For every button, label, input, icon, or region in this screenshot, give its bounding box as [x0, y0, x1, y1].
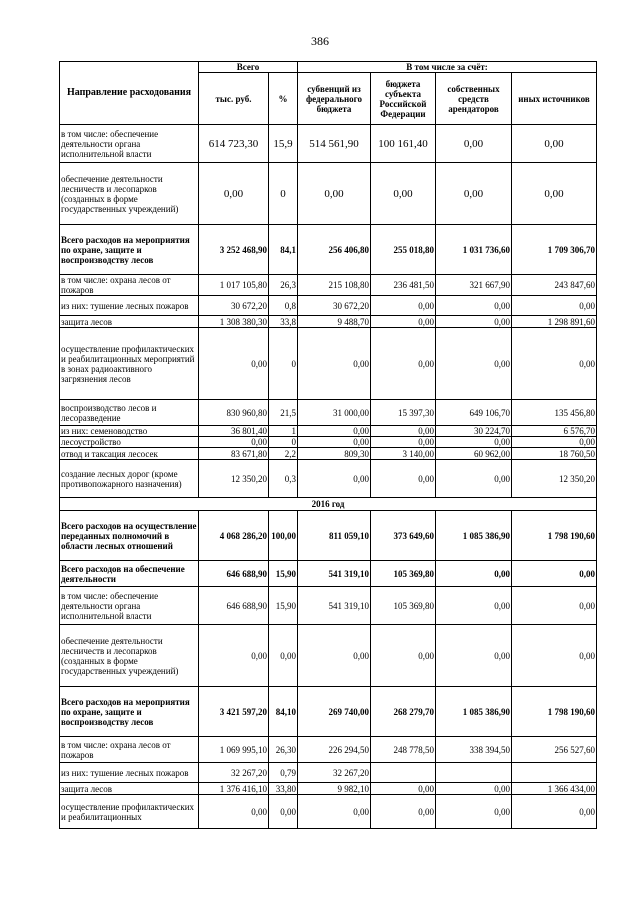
total-rub: 830 960,80	[199, 400, 269, 426]
total-pct: 15,9	[269, 125, 298, 163]
other-value: 1 298 891,60	[512, 316, 597, 328]
total-rub: 1 308 380,30	[199, 316, 269, 328]
tenants-value: 0,00	[436, 437, 512, 448]
table-row	[60, 437, 597, 448]
table-row	[60, 426, 597, 437]
expenditure-table	[59, 61, 597, 829]
federal-value: 9 488,70	[298, 316, 371, 328]
federal-value: 0,00	[298, 460, 371, 498]
regional-value: 0,00	[371, 426, 436, 437]
total-rub: 1 376 416,10	[199, 783, 269, 795]
table-row	[60, 275, 597, 296]
total-pct: 0,00	[269, 795, 298, 829]
row-label: обеспечение деятельности лесничеств и лесопарков (созданных в форме государственных учреждений)	[60, 625, 199, 687]
federal-value: 811 059,10	[298, 511, 371, 561]
total-pct: 2,2	[269, 448, 298, 460]
regional-value: 248 778,50	[371, 737, 436, 763]
row-label: воспроизводство лесов и лесоразведение	[60, 400, 199, 426]
regional-value: 373 649,60	[371, 511, 436, 561]
total-pct: 21,5	[269, 400, 298, 426]
tenants-value: 0,00	[436, 625, 512, 687]
federal-value: 32 267,20	[298, 763, 371, 783]
total-pct: 15,90	[269, 561, 298, 587]
table-row	[60, 163, 597, 225]
total-pct: 100,00	[269, 511, 298, 561]
year-row	[60, 498, 597, 511]
row-label: из них: тушение лесных пожаров	[60, 296, 199, 316]
federal-value: 0,00	[298, 437, 371, 448]
table-row	[60, 400, 597, 426]
table-row	[60, 737, 597, 763]
regional-value: 105 369,80	[371, 561, 436, 587]
other-value: 0,00	[512, 125, 597, 163]
header-federal: субвенций из федерального бюджета	[298, 73, 371, 125]
federal-value: 215 108,80	[298, 275, 371, 296]
other-value: 12 350,20	[512, 460, 597, 498]
table-row	[60, 587, 597, 625]
header-rub: тыс. руб.	[199, 73, 269, 125]
row-label: Всего расходов на обеспечение деятельности	[60, 561, 199, 587]
table-row	[60, 225, 597, 275]
federal-value: 269 740,00	[298, 687, 371, 737]
row-label: обеспечение деятельности лесничеств и лесопарков (созданных в форме государственных учреждений)	[60, 163, 199, 225]
total-rub: 0,00	[199, 437, 269, 448]
table-row	[60, 511, 597, 561]
tenants-value: 0,00	[436, 561, 512, 587]
federal-value: 226 294,50	[298, 737, 371, 763]
regional-value: 15 397,30	[371, 400, 436, 426]
other-value: 0,00	[512, 625, 597, 687]
total-pct: 33,80	[269, 783, 298, 795]
header-including: В том числе за счёт:	[298, 62, 597, 73]
regional-value	[371, 763, 436, 783]
tenants-value: 1 085 386,90	[436, 687, 512, 737]
regional-value: 105 369,80	[371, 587, 436, 625]
row-label: осуществление профилактических и реабилитационных мероприятий в зонах радиоактивного загрязнения лесов	[60, 328, 199, 400]
row-label: в том числе: охрана лесов от пожаров	[60, 737, 199, 763]
other-value: 0,00	[512, 163, 597, 225]
total-rub: 0,00	[199, 328, 269, 400]
regional-value: 0,00	[371, 296, 436, 316]
regional-value: 0,00	[371, 163, 436, 225]
table-row	[60, 795, 597, 829]
regional-value: 0,00	[371, 795, 436, 829]
other-value: 0,00	[512, 561, 597, 587]
table-row	[60, 448, 597, 460]
row-label: защита лесов	[60, 783, 199, 795]
row-label: защита лесов	[60, 316, 199, 328]
table-row	[60, 763, 597, 783]
federal-value: 541 319,10	[298, 561, 371, 587]
total-rub: 614 723,30	[199, 125, 269, 163]
row-label: Всего расходов на мероприятия по охране, защите и воспроизводству лесов	[60, 225, 199, 275]
total-pct: 84,1	[269, 225, 298, 275]
table-row	[60, 125, 597, 163]
federal-value: 0,00	[298, 795, 371, 829]
federal-value: 31 000,00	[298, 400, 371, 426]
total-rub: 12 350,20	[199, 460, 269, 498]
total-pct: 0,79	[269, 763, 298, 783]
total-rub: 0,00	[199, 795, 269, 829]
regional-value: 0,00	[371, 460, 436, 498]
total-rub: 1 017 105,80	[199, 275, 269, 296]
federal-value: 809,30	[298, 448, 371, 460]
row-label: осуществление профилактических и реабилитационных	[60, 795, 199, 829]
tenants-value: 1 085 386,90	[436, 511, 512, 561]
header-direction: Направление расходования	[60, 62, 199, 125]
other-value: 6 576,70	[512, 426, 597, 437]
table-row	[60, 460, 597, 498]
federal-value: 541 319,10	[298, 587, 371, 625]
tenants-value: 0,00	[436, 795, 512, 829]
tenants-value: 0,00	[436, 328, 512, 400]
tenants-value: 321 667,90	[436, 275, 512, 296]
other-value: 256 527,60	[512, 737, 597, 763]
total-pct: 0	[269, 328, 298, 400]
total-rub: 83 671,80	[199, 448, 269, 460]
tenants-value: 0,00	[436, 296, 512, 316]
table-row	[60, 687, 597, 737]
other-value: 0,00	[512, 587, 597, 625]
other-value: 243 847,60	[512, 275, 597, 296]
tenants-value: 30 224,70	[436, 426, 512, 437]
regional-value: 255 018,80	[371, 225, 436, 275]
table-row	[60, 625, 597, 687]
total-rub: 0,00	[199, 163, 269, 225]
regional-value: 0,00	[371, 625, 436, 687]
tenants-value: 0,00	[436, 587, 512, 625]
tenants-value: 649 106,70	[436, 400, 512, 426]
federal-value: 0,00	[298, 163, 371, 225]
row-label: Всего расходов на мероприятия по охране, защите и воспроизводству лесов	[60, 687, 199, 737]
total-pct: 26,30	[269, 737, 298, 763]
year-label: 2016 год	[60, 498, 597, 511]
row-label: в том числе: обеспечение деятельности органа исполнительной власти	[60, 587, 199, 625]
row-label: в том числе: обеспечение деятельности органа исполнительной власти	[60, 125, 199, 163]
row-label: из них: семеноводство	[60, 426, 199, 437]
row-label: отвод и таксация лесосек	[60, 448, 199, 460]
tenants-value: 0,00	[436, 125, 512, 163]
federal-value: 0,00	[298, 328, 371, 400]
federal-value: 256 406,80	[298, 225, 371, 275]
row-label: лесоустройство	[60, 437, 199, 448]
tenants-value: 0,00	[436, 460, 512, 498]
regional-value: 100 161,40	[371, 125, 436, 163]
other-value: 1 709 306,70	[512, 225, 597, 275]
other-value: 0,00	[512, 795, 597, 829]
header-total: Всего	[199, 62, 298, 73]
tenants-value: 1 031 736,60	[436, 225, 512, 275]
federal-value: 9 982,10	[298, 783, 371, 795]
other-value: 1 798 190,60	[512, 511, 597, 561]
federal-value: 0,00	[298, 426, 371, 437]
other-value: 1 798 190,60	[512, 687, 597, 737]
total-pct: 84,10	[269, 687, 298, 737]
other-value: 135 456,80	[512, 400, 597, 426]
other-value: 0,00	[512, 296, 597, 316]
total-pct: 33,8	[269, 316, 298, 328]
row-label: создание лесных дорог (кроме противопожарного назначения)	[60, 460, 199, 498]
tenants-value: 60 962,00	[436, 448, 512, 460]
total-rub: 1 069 995,10	[199, 737, 269, 763]
other-value: 18 760,50	[512, 448, 597, 460]
total-pct: 0,8	[269, 296, 298, 316]
total-pct: 0,3	[269, 460, 298, 498]
header-pct: %	[269, 73, 298, 125]
other-value: 1 366 434,00	[512, 783, 597, 795]
row-label: из них: тушение лесных пожаров	[60, 763, 199, 783]
table-body	[60, 125, 597, 829]
table-row	[60, 561, 597, 587]
regional-value: 0,00	[371, 437, 436, 448]
row-label: Всего расходов на осуществление переданных полномочий в области лесных отношений	[60, 511, 199, 561]
tenants-value: 0,00	[436, 783, 512, 795]
other-value: 0,00	[512, 328, 597, 400]
total-rub: 36 801,40	[199, 426, 269, 437]
federal-value: 514 561,90	[298, 125, 371, 163]
total-rub: 3 252 468,90	[199, 225, 269, 275]
table-row	[60, 328, 597, 400]
total-rub: 32 267,20	[199, 763, 269, 783]
tenants-value: 0,00	[436, 163, 512, 225]
total-pct: 26,3	[269, 275, 298, 296]
total-rub: 30 672,20	[199, 296, 269, 316]
tenants-value: 338 394,50	[436, 737, 512, 763]
total-rub: 646 688,90	[199, 587, 269, 625]
table-row	[60, 296, 597, 316]
regional-value: 0,00	[371, 783, 436, 795]
total-pct: 0	[269, 163, 298, 225]
federal-value: 0,00	[298, 625, 371, 687]
page-number: 386	[311, 34, 329, 48]
federal-value: 30 672,20	[298, 296, 371, 316]
tenants-value	[436, 763, 512, 783]
regional-value: 0,00	[371, 316, 436, 328]
total-pct: 0	[269, 437, 298, 448]
total-pct: 0,00	[269, 625, 298, 687]
table-row	[60, 316, 597, 328]
total-rub: 0,00	[199, 625, 269, 687]
tenants-value: 0,00	[436, 316, 512, 328]
other-value: 0,00	[512, 437, 597, 448]
regional-value: 3 140,00	[371, 448, 436, 460]
regional-value: 0,00	[371, 328, 436, 400]
total-rub: 646 688,90	[199, 561, 269, 587]
regional-value: 236 481,50	[371, 275, 436, 296]
total-pct: 1	[269, 426, 298, 437]
regional-value: 268 279,70	[371, 687, 436, 737]
header-regional: бюджета субъекта Российской Федерации	[371, 73, 436, 125]
header-tenants: собственных средств арендаторов	[436, 73, 512, 125]
header-other: иных источников	[512, 73, 597, 125]
total-rub: 3 421 597,20	[199, 687, 269, 737]
row-label: в том числе: охрана лесов от пожаров	[60, 275, 199, 296]
other-value	[512, 763, 597, 783]
total-rub: 4 068 286,20	[199, 511, 269, 561]
total-pct: 15,90	[269, 587, 298, 625]
table-row	[60, 783, 597, 795]
